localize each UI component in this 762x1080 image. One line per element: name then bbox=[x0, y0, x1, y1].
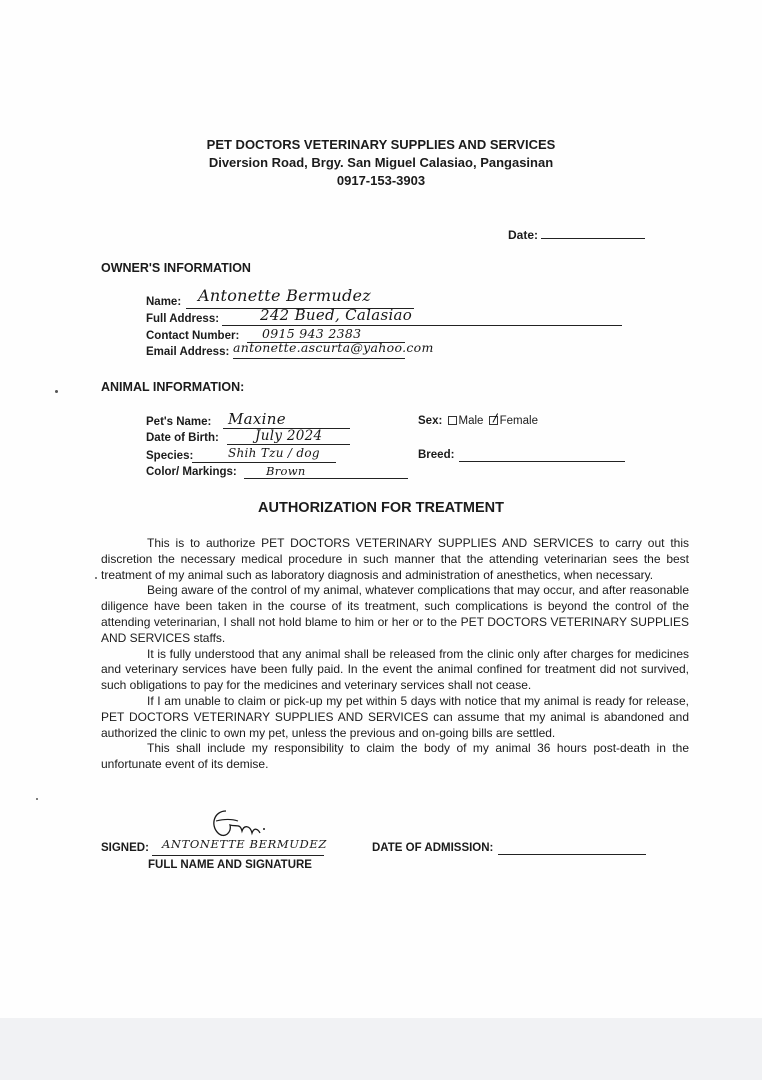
clinic-address: Diversion Road, Brgy. San Miguel Calasiao, Pangasinan bbox=[208, 155, 554, 170]
date-label: Date: bbox=[508, 228, 539, 242]
owner-contact-label: Contact Number: bbox=[146, 330, 240, 342]
owner-email-value: antonette.ascurta@yahoo.com bbox=[233, 340, 434, 355]
dob-value: July 2024 bbox=[255, 428, 323, 444]
species-label: Species: bbox=[146, 450, 194, 462]
clinic-header bbox=[0, 136, 762, 190]
date-field bbox=[508, 226, 645, 242]
dob-label: Date of Birth: bbox=[146, 432, 219, 444]
authorization-body bbox=[101, 536, 689, 773]
scan-speck bbox=[95, 577, 97, 579]
authorization-title: AUTHORIZATION FOR TREATMENT bbox=[258, 500, 504, 516]
scan-bottom-edge bbox=[0, 1018, 762, 1080]
sex-female-label: Female bbox=[499, 415, 538, 427]
sex-field bbox=[418, 415, 538, 427]
authorization-paragraph: If I am unable to claim or pick-up my pet within 5 days with notice that my animal is ready for release, PET DOCTORS VETERINARY SUPPLIES AND SERVICES can assume that my animal is abandoned and authorized the clinic to own my pet, unless the previous and on-going bills are settled. bbox=[101, 693, 689, 740]
owner-email-line bbox=[233, 357, 405, 359]
clinic-phone: 0917-153-3903 bbox=[336, 173, 426, 188]
scan-speck bbox=[55, 390, 58, 393]
breed-label: Breed: bbox=[418, 449, 455, 461]
signature-line bbox=[152, 855, 324, 856]
breed-line bbox=[459, 460, 625, 462]
authorization-paragraph: It is fully understood that any animal shall be released from the clinic only after charges for medicines and veterinary services have been fully paid. In the event the animal confined for treatment did not survived, such obligations to pay for the medicines and veterinary services shall not cease. bbox=[101, 646, 689, 693]
signature-caption: FULL NAME AND SIGNATURE bbox=[148, 859, 312, 871]
owner-contact-value: 0915 943 2383 bbox=[262, 326, 362, 341]
authorization-paragraph: This is to authorize PET DOCTORS VETERINARY SUPPLIES AND SERVICES to carry out this discretion the necessary medical procedure in such manner that the attending veterinarian sees the best treatment of my animal such as laboratory diagnosis and administration of anesthetics, when necessary. bbox=[101, 536, 689, 582]
scan-speck bbox=[36, 798, 38, 800]
date-blank bbox=[541, 226, 645, 239]
color-label: Color/ Markings: bbox=[146, 466, 237, 478]
sex-male-checkbox[interactable] bbox=[448, 416, 457, 425]
owner-section-title: OWNER'S INFORMATION bbox=[101, 261, 251, 275]
sex-male-label: Male bbox=[458, 415, 484, 427]
authorization-paragraph: This shall include my responsibility to claim the body of my animal 36 hours post-death in the unfortunate event of its demise. bbox=[101, 741, 689, 772]
owner-name-value: Antonette Bermudez bbox=[198, 286, 372, 305]
species-value: Shih Tzu / dog bbox=[228, 446, 320, 460]
owner-address-label: Full Address: bbox=[146, 313, 220, 325]
sex-female-checkbox[interactable] bbox=[489, 416, 498, 425]
color-value: Brown bbox=[266, 464, 306, 478]
date-of-admission-line bbox=[498, 854, 646, 855]
species-line bbox=[192, 461, 336, 463]
pet-name-value: Maxine bbox=[228, 410, 286, 428]
date-of-admission-label: DATE OF ADMISSION: bbox=[372, 842, 494, 854]
owner-name-label: Name: bbox=[146, 296, 182, 308]
clinic-name: PET DOCTORS VETERINARY SUPPLIES AND SERVICES bbox=[206, 137, 556, 152]
sex-label: Sex: bbox=[418, 415, 443, 427]
authorization-paragraph: Being aware of the control of my animal, whatever complications that may occur, and after reasonable diligence have been taken in the course of its treatment, such complications is beyond the control of the attending veterinarian, I shall not hold blame to him or her or to the PET DOCTORS VETERINARY SUPPLIES AND SERVICES staffs. bbox=[101, 583, 689, 645]
signed-name: ANTONETTE BERMUDEZ bbox=[162, 837, 327, 851]
signed-label: SIGNED: bbox=[101, 842, 149, 854]
owner-email-label: Email Address: bbox=[146, 346, 230, 358]
owner-address-value: 242 Bued, Calasiao bbox=[260, 306, 413, 324]
animal-section-title: ANIMAL INFORMATION: bbox=[101, 380, 245, 394]
pet-name-label: Pet's Name: bbox=[146, 416, 212, 428]
